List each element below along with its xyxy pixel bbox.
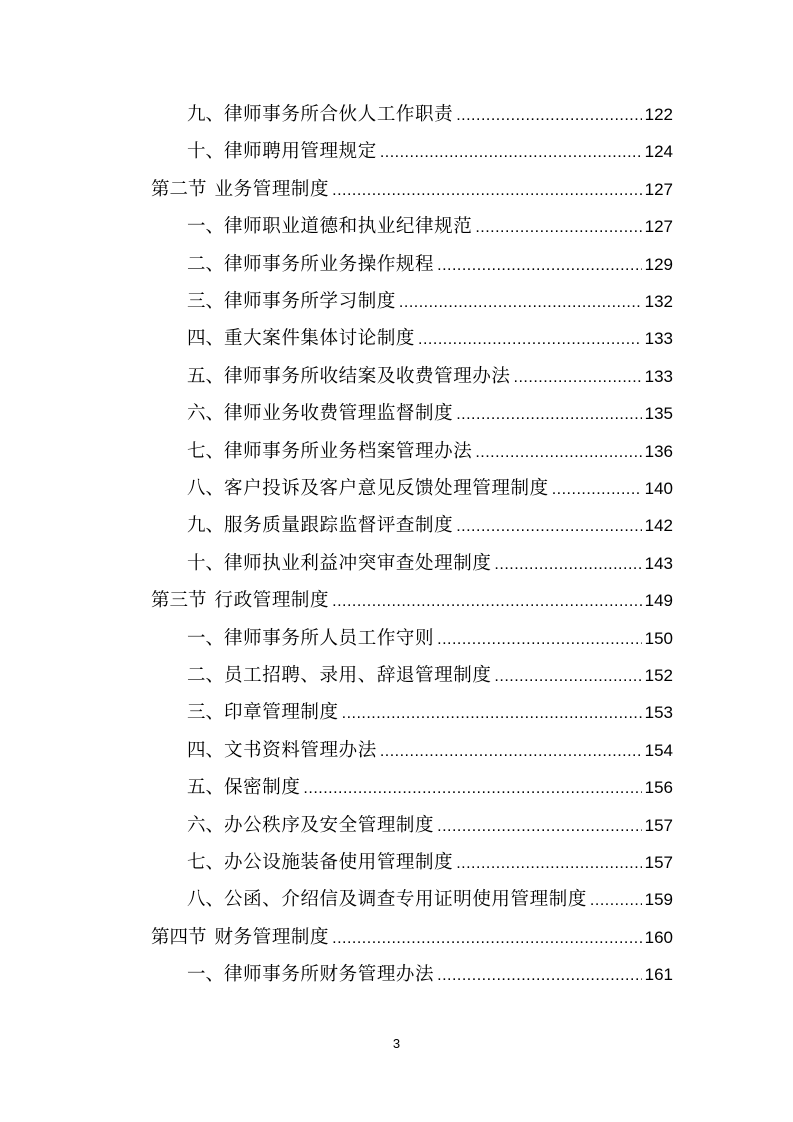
toc-entry-page-number: 133 (644, 367, 673, 386)
toc-item-entry[interactable] (187, 736, 673, 766)
toc-entry-number: 七、 (187, 852, 225, 873)
toc-entry-page-number: 149 (644, 591, 673, 610)
toc-dot-leader (380, 138, 642, 168)
toc-item-entry[interactable] (187, 811, 673, 841)
toc-dot-leader (332, 176, 642, 206)
toc-item-entry[interactable] (187, 960, 673, 990)
toc-entry-number: 九、 (187, 104, 225, 125)
toc-entry-title: 办公秩序及安全管理制度 (224, 815, 435, 836)
page-number: 3 (392, 1036, 401, 1051)
toc-entry-number: 五、 (187, 366, 225, 387)
toc-entry-title: 重大案件集体讨论制度 (224, 328, 416, 349)
toc-section-entry[interactable] (151, 586, 673, 616)
toc-entry-title: 员工招聘、录用、辞退管理制度 (224, 665, 492, 686)
toc-entry-title: 律师业务收费管理监督制度 (224, 403, 454, 424)
toc-dot-leader (332, 924, 642, 954)
toc-dot-leader (418, 325, 642, 355)
toc-entry-title: 客户投诉及客户意见反馈处理管理制度 (224, 478, 549, 499)
toc-entry-number: 三、 (187, 291, 225, 312)
toc-item-entry[interactable] (187, 624, 673, 654)
toc-entry-number: 第四节 (151, 927, 207, 948)
toc-entry-page-number: 129 (644, 255, 673, 274)
toc-dot-leader (456, 400, 641, 430)
toc-section-entry[interactable] (151, 175, 673, 205)
toc-dot-leader (456, 849, 641, 879)
toc-dot-leader (475, 438, 641, 468)
toc-entry-number: 一、 (187, 628, 225, 649)
toc-entry-title: 服务质量跟踪监督评查制度 (224, 515, 454, 536)
toc-dot-leader (456, 101, 641, 131)
toc-entry-page-number: 127 (644, 217, 673, 236)
toc-entry-title: 律师事务所学习制度 (224, 291, 396, 312)
toc-entry-page-number: 136 (644, 442, 673, 461)
toc-entry-number: 二、 (187, 254, 225, 275)
toc-entry-number: 十、 (187, 141, 225, 162)
toc-entry-number: 五、 (187, 777, 225, 798)
toc-entry-number: 四、 (187, 328, 225, 349)
toc-entry-number: 二、 (187, 665, 225, 686)
toc-dot-leader (494, 662, 641, 692)
toc-entry-number: 第三节 (151, 590, 207, 611)
toc-entry-title: 行政管理制度 (214, 590, 330, 611)
toc-item-entry[interactable] (187, 698, 673, 728)
toc-item-entry[interactable] (187, 661, 673, 691)
toc-entry-number: 九、 (187, 515, 225, 536)
toc-entry-title: 公函、介绍信及调查专用证明使用管理制度 (224, 889, 587, 910)
toc-entry-title: 保密制度 (224, 777, 301, 798)
toc-entry-page-number: 153 (644, 703, 673, 722)
toc-item-entry[interactable] (187, 287, 673, 317)
toc-entry-title: 律师执业利益冲突审查处理制度 (224, 553, 492, 574)
toc-entry-page-number: 133 (644, 329, 673, 348)
toc-item-entry[interactable] (187, 362, 673, 392)
toc-entry-page-number: 161 (644, 965, 673, 984)
toc-entry-page-number: 122 (644, 105, 673, 124)
toc-dot-leader (475, 213, 641, 243)
toc-entry-page-number: 135 (644, 404, 673, 423)
toc-entry-page-number: 132 (644, 292, 673, 311)
toc-dot-leader (437, 812, 642, 842)
toc-item-entry[interactable] (187, 399, 673, 429)
toc-entry-title: 律师聘用管理规定 (224, 141, 377, 162)
toc-entry-number: 四、 (187, 740, 225, 761)
toc-entry-title: 律师职业道德和执业纪律规范 (224, 216, 473, 237)
toc-entry-page-number: 160 (644, 928, 673, 947)
toc-dot-leader (437, 251, 642, 281)
toc-entry-number: 十、 (187, 553, 225, 574)
toc-entry-page-number: 127 (644, 180, 673, 199)
toc-entry-title: 律师事务所收结案及收费管理办法 (224, 366, 511, 387)
toc-dot-leader (456, 512, 641, 542)
toc-entry-title: 办公设施装备使用管理制度 (224, 852, 454, 873)
toc-item-entry[interactable] (187, 511, 673, 541)
toc-dot-leader (590, 886, 642, 916)
toc-dot-leader (552, 475, 642, 505)
toc-dot-leader (494, 550, 641, 580)
toc-item-entry[interactable] (187, 100, 673, 130)
toc-entry-page-number: 157 (644, 853, 673, 872)
toc-dot-leader (399, 288, 642, 318)
toc-entry-number: 八、 (187, 478, 225, 499)
toc-dot-leader (437, 625, 642, 655)
toc-item-entry[interactable] (187, 324, 673, 354)
toc-entry-number: 六、 (187, 403, 225, 424)
toc-entry-number: 第二节 (151, 179, 207, 200)
toc-dot-leader (342, 699, 642, 729)
toc-entry-title: 业务管理制度 (214, 179, 330, 200)
toc-entry-number: 三、 (187, 702, 225, 723)
toc-entry-number: 八、 (187, 889, 225, 910)
toc-dot-leader (514, 363, 642, 393)
toc-entry-page-number: 152 (644, 666, 673, 685)
toc-dot-leader (380, 737, 642, 767)
toc-entry-page-number: 156 (644, 778, 673, 797)
toc-entry-title: 律师事务所人员工作守则 (224, 628, 435, 649)
toc-entry-number: 六、 (187, 815, 225, 836)
toc-item-entry[interactable] (187, 848, 673, 878)
toc-item-entry[interactable] (187, 437, 673, 467)
toc-entry-title: 律师事务所业务档案管理办法 (224, 441, 473, 462)
toc-dot-leader (437, 961, 642, 991)
toc-entry-page-number: 159 (644, 890, 673, 909)
toc-item-entry[interactable] (187, 250, 673, 280)
toc-entry-page-number: 140 (644, 479, 673, 498)
toc-entry-page-number: 157 (644, 816, 673, 835)
toc-item-entry[interactable] (187, 212, 673, 242)
toc-entry-page-number: 143 (644, 554, 673, 573)
toc-dot-leader (332, 587, 642, 617)
toc-item-entry[interactable] (187, 885, 673, 915)
toc-entry-number: 一、 (187, 216, 225, 237)
toc-entry-title: 印章管理制度 (224, 702, 339, 723)
toc-entry-number: 七、 (187, 441, 225, 462)
toc-entry-title: 律师事务所合伙人工作职责 (224, 104, 454, 125)
toc-entry-title: 财务管理制度 (214, 927, 330, 948)
toc-entry-title: 文书资料管理办法 (224, 740, 377, 761)
toc-item-entry[interactable] (187, 474, 673, 504)
toc-entry-page-number: 150 (644, 629, 673, 648)
toc-entry-page-number: 124 (644, 142, 673, 161)
toc-item-entry[interactable] (187, 549, 673, 579)
toc-entry-title: 律师事务所业务操作规程 (224, 254, 435, 275)
toc-dot-leader (303, 774, 641, 804)
toc-entry-page-number: 142 (644, 516, 673, 535)
toc-item-entry[interactable] (187, 773, 673, 803)
toc-section-entry[interactable] (151, 923, 673, 953)
toc-item-entry[interactable] (187, 137, 673, 167)
toc-entry-number: 一、 (187, 964, 225, 985)
toc-entry-page-number: 154 (644, 741, 673, 760)
toc-entry-title: 律师事务所财务管理办法 (224, 964, 435, 985)
